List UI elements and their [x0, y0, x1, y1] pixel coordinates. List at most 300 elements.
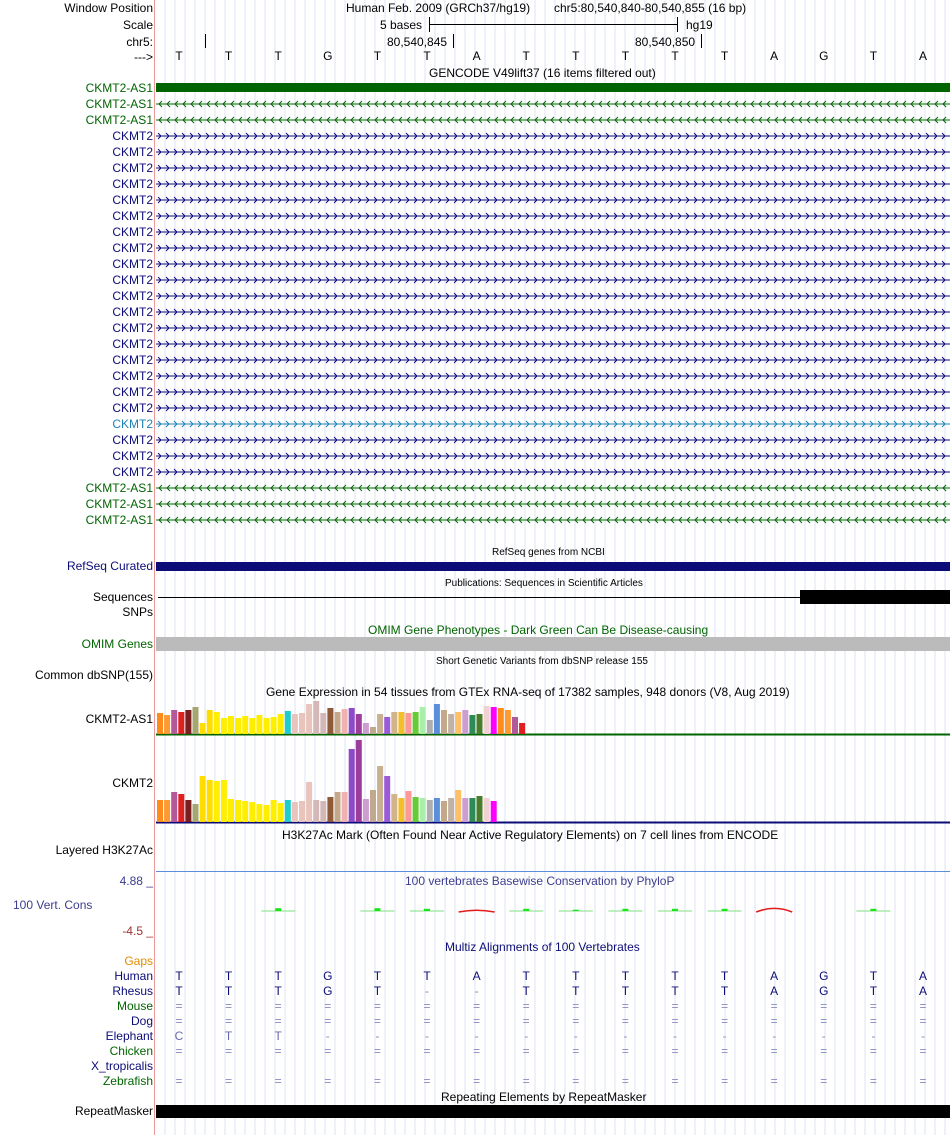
- gencode-item-label[interactable]: CKMT2: [112, 273, 153, 287]
- gencode-item-label[interactable]: CKMT2-AS1: [85, 497, 153, 511]
- gtex-bar: [164, 800, 170, 822]
- gtex-bar: [455, 790, 461, 822]
- dbsnp-label[interactable]: Common dbSNP(155): [34, 668, 153, 682]
- multiz-base: -: [673, 1029, 677, 1043]
- cons-chart[interactable]: [156, 896, 950, 926]
- gencode-feature[interactable]: [156, 240, 950, 256]
- multiz-base: =: [820, 1074, 828, 1088]
- scale-bar-right-tick: [677, 17, 678, 32]
- gtex-bar: [505, 710, 511, 734]
- gencode-feature[interactable]: [156, 144, 950, 160]
- multiz-base: =: [572, 1074, 580, 1088]
- gencode-title: GENCODE V49lift37 (16 items filtered out): [429, 66, 656, 80]
- multiz-base: =: [373, 1014, 381, 1028]
- gencode-item-label[interactable]: CKMT2-AS1: [85, 481, 153, 495]
- gencode-item-label[interactable]: CKMT2: [112, 177, 153, 191]
- gencode-feature[interactable]: [156, 208, 950, 224]
- cons-bar: [523, 909, 529, 911]
- multiz-base: T: [175, 984, 183, 998]
- gtex-bar: [228, 799, 234, 822]
- gencode-item-label[interactable]: CKMT2: [112, 193, 153, 207]
- gencode-item-label[interactable]: CKMT2: [112, 401, 153, 415]
- multiz-base: =: [572, 1014, 580, 1028]
- multiz-base: =: [522, 1044, 530, 1058]
- h3k27ac-baseline: [156, 871, 950, 872]
- gtex-bar: [356, 714, 362, 734]
- gencode-item-label[interactable]: CKMT2: [112, 465, 153, 479]
- sequence-base: T: [720, 49, 729, 63]
- gtex-bar: [313, 800, 319, 822]
- multiz-base: =: [770, 1044, 778, 1058]
- gencode-item-label[interactable]: CKMT2-AS1: [85, 81, 153, 95]
- gtex-bar: [519, 723, 525, 734]
- gtex-bar: [342, 709, 348, 734]
- gencode-feature[interactable]: [156, 512, 950, 528]
- multiz-base: =: [373, 1074, 381, 1088]
- multiz-base: T: [224, 1029, 233, 1043]
- gtex-bar: [448, 714, 454, 734]
- gencode-item-label[interactable]: CKMT2: [112, 161, 153, 175]
- multiz-base: T: [423, 969, 431, 983]
- sequence-base: A: [918, 49, 927, 63]
- multiz-species-label[interactable]: Dog: [130, 1014, 153, 1028]
- multiz-base: =: [770, 1074, 778, 1088]
- gencode-item-label[interactable]: CKMT2: [112, 145, 153, 159]
- sequence-base: T: [423, 49, 431, 63]
- multiz-base: =: [721, 1014, 729, 1028]
- omim-bar[interactable]: [156, 637, 950, 651]
- assembly-label: Human Feb. 2009 (GRCh37/hg19): [346, 1, 531, 15]
- gtex-bar: [391, 712, 397, 734]
- gtex-bar: [398, 798, 404, 822]
- omim-title: OMIM Gene Phenotypes - Dark Green Can Be Disease-causing: [368, 623, 709, 637]
- multiz-base: -: [921, 1029, 925, 1043]
- gencode-item-label[interactable]: CKMT2: [112, 417, 153, 431]
- gtex-bar: [370, 790, 376, 822]
- multiz-base: =: [869, 1044, 877, 1058]
- multiz-base: T: [671, 984, 679, 998]
- strand-label: --->: [134, 50, 153, 64]
- gtex-bar: [214, 712, 220, 734]
- multiz-base: =: [473, 1044, 481, 1058]
- gtex-bar: [427, 720, 433, 734]
- gtex-bar: [335, 792, 341, 822]
- gtex-bar: [441, 801, 447, 822]
- multiz-base: =: [473, 1014, 481, 1028]
- dbsnp-title: Short Genetic Variants from dbSNP release 155: [436, 656, 648, 667]
- multiz-base: =: [621, 999, 629, 1013]
- gencode-item-label[interactable]: CKMT2: [112, 321, 153, 335]
- multiz-base: T: [720, 984, 729, 998]
- multiz-base: =: [175, 999, 183, 1013]
- multiz-base: =: [820, 1014, 828, 1028]
- gtex-bar: [498, 708, 504, 734]
- gtex-bar: [271, 717, 277, 734]
- multiz-base: =: [274, 1014, 282, 1028]
- cons-label[interactable]: 100 Vert. Cons: [13, 898, 93, 912]
- multiz-species-label[interactable]: Mouse: [116, 999, 153, 1013]
- multiz-base: =: [770, 1014, 778, 1028]
- gtex-bar: [441, 710, 447, 734]
- multiz-base: =: [274, 1044, 282, 1058]
- gtex-bar: [242, 716, 248, 734]
- gtex-bar: [313, 701, 319, 734]
- gtex-bar: [200, 723, 206, 734]
- multiz-base: =: [721, 1044, 729, 1058]
- h3k27ac-label[interactable]: Layered H3K27Ac: [55, 843, 153, 857]
- gencode-item-label[interactable]: CKMT2: [112, 241, 153, 255]
- gencode-feature[interactable]: [156, 128, 950, 144]
- gtex-bar: [398, 712, 404, 734]
- sequence-base: G: [819, 49, 829, 63]
- gencode-item-label[interactable]: CKMT2: [112, 369, 153, 383]
- sequence-base: T: [572, 49, 580, 63]
- multiz-species-label[interactable]: Human: [114, 969, 153, 983]
- gencode-item-label[interactable]: CKMT2: [112, 225, 153, 239]
- multiz-base: -: [772, 1029, 777, 1043]
- multiz-base: =: [671, 1044, 679, 1058]
- gtex-bar: [193, 707, 199, 734]
- multiz-base: =: [919, 1014, 927, 1028]
- gtex-bar: [256, 715, 262, 734]
- gencode-feature[interactable]: [156, 288, 950, 304]
- scale-bar-left-tick: [429, 17, 430, 32]
- gencode-feature[interactable]: [156, 448, 950, 464]
- gtex-bar: [335, 712, 341, 734]
- multiz-base: T: [373, 984, 382, 998]
- multiz-base: A: [472, 969, 481, 983]
- window-position-label: Window Position: [64, 1, 153, 15]
- gtex-bar: [384, 776, 390, 822]
- gencode-feature[interactable]: [156, 304, 950, 320]
- ruler-tick-2: [453, 34, 454, 48]
- cons-neg-mark: [459, 910, 495, 912]
- gtex-bar: [491, 801, 497, 822]
- gencode-item-label[interactable]: CKMT2-AS1: [85, 113, 153, 127]
- multiz-base: T: [572, 984, 580, 998]
- repeat-label[interactable]: RepeatMasker: [74, 1104, 153, 1118]
- gencode-feature[interactable]: [156, 368, 950, 384]
- gtex-bar: [406, 713, 412, 734]
- gencode-item-label[interactable]: CKMT2: [112, 385, 153, 399]
- refseq-label[interactable]: RefSeq Curated: [66, 559, 153, 573]
- multiz-base: =: [324, 1074, 332, 1088]
- gencode-feature[interactable]: [156, 80, 950, 96]
- gtex-bar: [207, 710, 213, 734]
- gencode-item-label[interactable]: CKMT2: [112, 289, 153, 303]
- multiz-base: T: [522, 969, 530, 983]
- multiz-base: =: [274, 1074, 282, 1088]
- multiz-base: =: [820, 1044, 828, 1058]
- sequence-base: T: [373, 49, 382, 63]
- multiz-base: A: [770, 969, 779, 983]
- multiz-base: G: [819, 984, 829, 998]
- gencode-feature[interactable]: [156, 496, 950, 512]
- gtex-bar: [413, 797, 419, 822]
- cons-bar: [722, 909, 728, 911]
- scale-bar: [429, 24, 677, 25]
- scale-db-label: hg19: [686, 18, 713, 32]
- multiz-species-label[interactable]: Rhesus: [112, 984, 153, 998]
- multiz-base: =: [175, 1074, 183, 1088]
- multiz-base: -: [474, 1029, 479, 1043]
- multiz-base: =: [919, 999, 927, 1013]
- multiz-species-label[interactable]: X_tropicalis: [90, 1059, 153, 1073]
- gtex-bar: [434, 798, 440, 822]
- cons-neg-mark: [756, 908, 792, 912]
- gtex-bar: [164, 715, 170, 734]
- multiz-base: =: [671, 1014, 679, 1028]
- gencode-item-label[interactable]: CKMT2-AS1: [85, 97, 153, 111]
- gtex-bar: [249, 718, 255, 734]
- multiz-base: =: [919, 1074, 927, 1088]
- gtex-bar: [320, 801, 326, 822]
- repeat-bar[interactable]: [156, 1105, 950, 1118]
- gtex-bar: [285, 711, 291, 734]
- gtex-bar: [391, 794, 397, 822]
- gencode-feature[interactable]: [156, 416, 950, 432]
- gtex-bar: [278, 803, 284, 822]
- sequence-base: T: [224, 49, 233, 63]
- gencode-feature[interactable]: [156, 224, 950, 240]
- multiz-base: =: [473, 999, 481, 1013]
- gencode-feature[interactable]: [156, 336, 950, 352]
- gencode-feature[interactable]: [156, 112, 950, 128]
- gtex-gene-label-1[interactable]: CKMT2-AS1: [85, 712, 153, 726]
- multiz-base: T: [869, 969, 878, 983]
- gencode-item-label[interactable]: CKMT2: [112, 257, 153, 271]
- gtex-bar: [249, 802, 255, 822]
- gencode-feature[interactable]: [156, 160, 950, 176]
- cons-min-label: -4.5 _: [122, 924, 153, 938]
- gencode-feature[interactable]: [156, 384, 950, 400]
- gencode-feature[interactable]: [156, 256, 950, 272]
- gtex-bar: [264, 718, 270, 734]
- gtex-bar: [306, 704, 312, 734]
- multiz-base: G: [323, 984, 333, 998]
- scale-label: Scale: [122, 18, 153, 32]
- chrom-label: chr5:: [126, 35, 153, 49]
- multiz-title: Multiz Alignments of 100 Vertebrates: [445, 940, 640, 954]
- gtex-bar: [235, 800, 241, 822]
- gtex-bar: [193, 804, 199, 822]
- sequence-base: A: [770, 49, 779, 63]
- multiz-base: =: [621, 1044, 629, 1058]
- position-label: chr5:80,540,840-80,540,855 (16 bp): [554, 1, 747, 15]
- multiz-base: -: [425, 984, 429, 998]
- multiz-base: =: [423, 1074, 431, 1088]
- multiz-base: T: [869, 984, 878, 998]
- gtex-bar: [264, 805, 270, 822]
- sequence-base: T: [621, 49, 630, 63]
- gtex-bar: [406, 791, 412, 822]
- gtex-bar: [469, 715, 475, 734]
- gtex-bar: [171, 710, 177, 734]
- multiz-base: A: [770, 984, 779, 998]
- repeat-title: Repeating Elements by RepeatMasker: [441, 1090, 647, 1104]
- gencode-feature[interactable]: [156, 480, 950, 496]
- gtex-bar: [221, 780, 227, 822]
- cons-bar: [870, 909, 876, 911]
- gtex-bar: [377, 766, 383, 822]
- gencode-feature[interactable]: [156, 464, 950, 480]
- gtex-bar: [363, 723, 369, 734]
- gtex-bar: [200, 776, 206, 822]
- gtex-bar: [349, 749, 355, 822]
- multiz-base: =: [175, 1014, 183, 1028]
- gtex-bar: [462, 710, 468, 734]
- multiz-base: =: [423, 1014, 431, 1028]
- scale-bar-label: 5 bases: [380, 18, 423, 32]
- cons-bar: [573, 910, 579, 911]
- multiz-base: =: [522, 999, 530, 1013]
- gtex-bar: [349, 708, 355, 734]
- sequence-base: T: [869, 49, 878, 63]
- multiz-base: T: [621, 984, 630, 998]
- multiz-base: -: [375, 1029, 380, 1043]
- gtex-bar: [484, 706, 490, 734]
- pubs-sequences-label[interactable]: Sequences: [92, 590, 153, 604]
- multiz-base: =: [225, 999, 233, 1013]
- multiz-base: T: [224, 984, 233, 998]
- cons-title: 100 vertebrates Basewise Conservation by PhyloP: [405, 874, 675, 888]
- gtex-bar: [477, 714, 483, 734]
- multiz-base: G: [323, 969, 333, 983]
- gtex-bar: [420, 798, 426, 822]
- gtex-bar: [214, 781, 220, 822]
- gtex-bar: [434, 704, 440, 734]
- multiz-base: T: [572, 969, 580, 983]
- multiz-base: T: [274, 969, 282, 983]
- multiz-base: =: [522, 1014, 530, 1028]
- multiz-base: =: [373, 1044, 381, 1058]
- multiz-base: T: [671, 969, 679, 983]
- pubs-block[interactable]: [800, 590, 950, 604]
- cons-bar: [672, 909, 678, 911]
- multiz-base: -: [524, 1029, 529, 1043]
- cons-bar: [622, 909, 628, 911]
- multiz-species-label[interactable]: Elephant: [105, 1029, 153, 1043]
- gencode-feature[interactable]: [156, 400, 950, 416]
- gencode-item-label[interactable]: CKMT2-AS1: [85, 513, 153, 527]
- multiz-base: =: [423, 999, 431, 1013]
- sequence-base: T: [671, 49, 679, 63]
- gtex-bar: [377, 714, 383, 734]
- gtex-bar: [256, 804, 262, 822]
- gtex-chart[interactable]: [156, 700, 950, 826]
- omim-label[interactable]: OMIM Genes: [81, 637, 153, 651]
- gtex-bar: [207, 780, 213, 822]
- gencode-feature[interactable]: [156, 352, 950, 368]
- gencode-item-label[interactable]: CKMT2: [112, 353, 153, 367]
- gtex-bar: [484, 798, 490, 822]
- gtex-gene-label-2[interactable]: CKMT2: [112, 776, 153, 790]
- multiz-base: =: [820, 999, 828, 1013]
- multiz-base: =: [919, 1044, 927, 1058]
- gencode-feature[interactable]: [156, 432, 950, 448]
- gencode-feature[interactable]: [156, 192, 950, 208]
- gtex-bar: [327, 797, 333, 822]
- gtex-bar: [462, 798, 468, 822]
- multiz-base: =: [324, 1014, 332, 1028]
- gencode-item-label[interactable]: CKMT2: [112, 337, 153, 351]
- gtex-bar: [292, 802, 298, 822]
- gencode-item-label[interactable]: CKMT2: [112, 129, 153, 143]
- gtex-bar: [185, 800, 191, 822]
- refseq-title: RefSeq genes from NCBI: [492, 547, 605, 558]
- gencode-item-label[interactable]: CKMT2: [112, 305, 153, 319]
- multiz-base: =: [869, 1014, 877, 1028]
- ruler-tick-3: [701, 34, 702, 48]
- pubs-snps-label[interactable]: SNPs: [122, 605, 153, 619]
- gtex-bar: [370, 727, 376, 734]
- gencode-feature[interactable]: [156, 176, 950, 192]
- gtex-bar: [171, 792, 177, 822]
- multiz-species-label[interactable]: Chicken: [109, 1044, 153, 1058]
- multiz-base: =: [869, 1074, 877, 1088]
- cons-bar: [275, 908, 281, 911]
- sidebar-divider: [154, 0, 155, 1135]
- gtex-bar: [363, 799, 369, 822]
- multiz-base: =: [473, 1074, 481, 1088]
- cons-bar: [424, 909, 430, 911]
- multiz-species-label[interactable]: Zebrafish: [102, 1074, 153, 1088]
- gencode-item-label[interactable]: CKMT2: [112, 209, 153, 223]
- gtex-bar: [320, 713, 326, 734]
- multiz-base: =: [572, 999, 580, 1013]
- multiz-base: -: [821, 1029, 826, 1043]
- multiz-base: =: [225, 1074, 233, 1088]
- gtex-bar: [221, 718, 227, 734]
- multiz-base: =: [721, 1074, 729, 1088]
- gtex-bar: [306, 782, 312, 822]
- gtex-bar: [427, 800, 433, 822]
- gtex-bar: [292, 714, 298, 734]
- gtex-bar: [157, 800, 163, 822]
- gtex-bar: [178, 794, 184, 822]
- gtex-bar: [285, 800, 291, 822]
- gencode-feature[interactable]: [156, 320, 950, 336]
- multiz-base: -: [623, 1029, 628, 1043]
- gencode-item-label[interactable]: CKMT2: [112, 433, 153, 447]
- multiz-base: =: [522, 1074, 530, 1088]
- ruler-coord-1: 80,540,845: [387, 35, 448, 49]
- multiz-gaps-label[interactable]: Gaps: [124, 954, 153, 968]
- cons-bar: [374, 908, 380, 911]
- gencode-item-label[interactable]: CKMT2: [112, 449, 153, 463]
- pubs-line: [158, 597, 800, 598]
- gencode-feature[interactable]: [156, 272, 950, 288]
- gtex-title: Gene Expression in 54 tissues from GTEx RNA-seq of 17382 samples, 948 donors (V8, Aug 2019): [266, 685, 790, 699]
- multiz-base: T: [522, 984, 530, 998]
- multiz-base: C: [174, 1029, 184, 1043]
- sequence-base: A: [472, 49, 481, 63]
- multiz-base: =: [225, 1014, 233, 1028]
- multiz-base: A: [918, 969, 927, 983]
- gencode-feature[interactable]: [156, 96, 950, 112]
- refseq-bar[interactable]: [156, 562, 950, 571]
- multiz-base: -: [474, 984, 479, 998]
- multiz-base: -: [722, 1029, 727, 1043]
- gtex-bar: [384, 717, 390, 734]
- gencode-exon: [156, 83, 950, 92]
- multiz-base: T: [274, 984, 282, 998]
- sequence-base: G: [323, 49, 333, 63]
- gtex-bar: [228, 716, 234, 734]
- multiz-base: =: [175, 1044, 183, 1058]
- multiz-base: =: [572, 1044, 580, 1058]
- gtex-bar: [178, 712, 184, 734]
